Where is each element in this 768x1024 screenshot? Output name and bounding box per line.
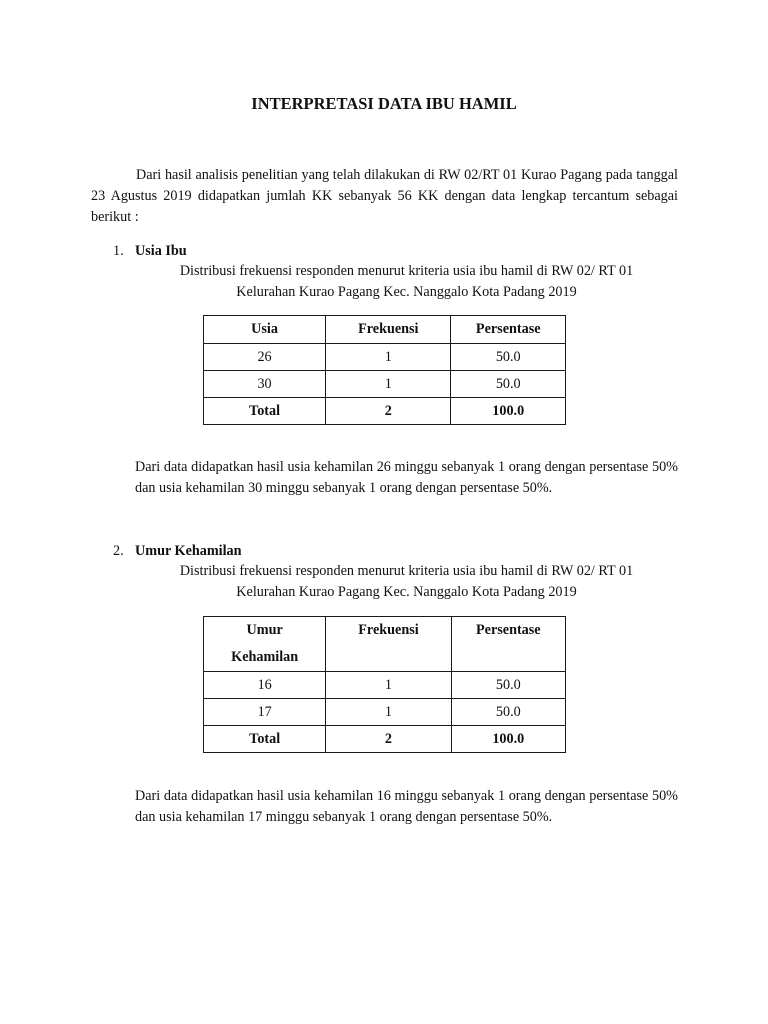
- table-cell: Total: [204, 726, 326, 753]
- table-caption: [135, 261, 678, 303]
- table-cell: 30: [204, 371, 326, 398]
- column-header: Persentase: [451, 316, 566, 344]
- column-header-line: Umur: [246, 622, 283, 638]
- intro-paragraph: Dari hasil analisis penelitian yang telah dilakukan di RW 02/RT 01 Kurao Pagang pada tanggal 23 Agustus 2019 didapatkan jumlah KK sebanyak 56 KK dengan data lengkap tercantum sebagai berikut :: [91, 167, 678, 225]
- caption-line: Kelurahan Kurao Pagang Kec. Nanggalo Kota Padang 2019: [236, 284, 577, 300]
- table-row: [204, 699, 566, 726]
- section-number: 1.: [113, 243, 124, 259]
- interpretation-paragraph: Dari data didapatkan hasil usia kehamilan 26 minggu sebanyak 1 orang dengan persentase 50% dan usia kehamilan 30 minggu sebanyak 1 orang dengan persentase 50%.: [135, 459, 678, 496]
- table-cell: 100.0: [451, 398, 566, 425]
- table-total-row: [204, 726, 566, 753]
- table-cell: 50.0: [451, 344, 566, 371]
- table-header-row: [204, 617, 566, 672]
- table-row: [204, 672, 566, 699]
- column-header-line: Kehamilan: [231, 649, 299, 665]
- column-header: [204, 617, 326, 672]
- table-row: [204, 344, 566, 371]
- table-cell: 1: [326, 344, 451, 371]
- table-cell: 1: [326, 371, 451, 398]
- table-cell: 100.0: [451, 726, 565, 753]
- column-header: Usia: [204, 316, 326, 344]
- section-title: Usia Ibu: [135, 243, 187, 259]
- table-cell: 2: [326, 398, 451, 425]
- table-cell: 50.0: [451, 371, 566, 398]
- table-cell: 17: [204, 699, 326, 726]
- table-total-row: [204, 398, 566, 425]
- section-heading: [113, 241, 187, 262]
- table-cell: 1: [326, 672, 451, 699]
- column-header: Persentase: [451, 617, 565, 672]
- table-cell: 2: [326, 726, 451, 753]
- umur-kehamilan-table: [203, 616, 566, 753]
- table-cell: 1: [326, 699, 451, 726]
- table-caption: [135, 561, 678, 603]
- table-cell: 16: [204, 672, 326, 699]
- section-number: 2.: [113, 543, 124, 559]
- table-cell: 50.0: [451, 699, 565, 726]
- table-cell: 26: [204, 344, 326, 371]
- table-cell: 50.0: [451, 672, 565, 699]
- column-header: Frekuensi: [326, 316, 451, 344]
- usia-ibu-table: [203, 315, 566, 425]
- column-header: Frekuensi: [326, 617, 451, 672]
- table-cell: Total: [204, 398, 326, 425]
- caption-line: Kelurahan Kurao Pagang Kec. Nanggalo Kota Padang 2019: [236, 584, 577, 600]
- section-title: Umur Kehamilan: [135, 543, 242, 559]
- document-title: INTERPRETASI DATA IBU HAMIL: [251, 94, 517, 113]
- caption-line: Distribusi frekuensi responden menurut kriteria usia ibu hamil di RW 02/ RT 01: [179, 563, 634, 579]
- section-heading: [113, 541, 242, 562]
- table-header-row: [204, 316, 566, 344]
- interpretation-paragraph: Dari data didapatkan hasil usia kehamilan 16 minggu sebanyak 1 orang dengan persentase 50% dan usia kehamilan 17 minggu sebanyak 1 orang dengan persentase 50%.: [135, 788, 678, 825]
- table-row: [204, 371, 566, 398]
- caption-line: Distribusi frekuensi responden menurut kriteria usia ibu hamil di RW 02/ RT 01: [179, 263, 634, 279]
